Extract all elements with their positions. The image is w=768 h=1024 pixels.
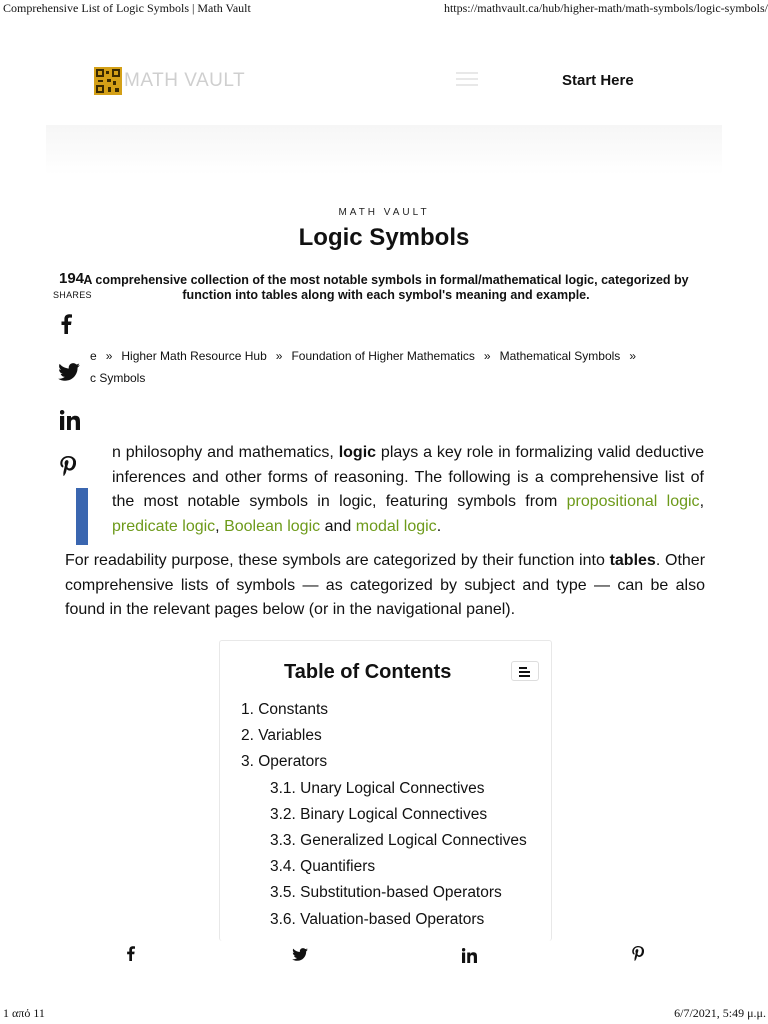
toc-list (241, 697, 527, 933)
toc-item[interactable]: 3.3. Generalized Logical Connectives (270, 832, 527, 850)
toc-title: Table of Contents (284, 661, 452, 683)
intro-bold-logic: logic (338, 444, 377, 461)
toc-item[interactable]: 3.4. Quantifiers (270, 858, 376, 876)
facebook-icon[interactable] (126, 946, 135, 961)
linkedin-icon[interactable] (462, 948, 477, 963)
toc-item[interactable]: 3.1. Unary Logical Connectives (270, 779, 485, 797)
intro-text: n philosophy and mathematics, (112, 444, 334, 461)
logo-mark-icon (94, 67, 122, 95)
linkedin-icon[interactable] (60, 410, 80, 430)
print-header (0, 0, 768, 18)
breadcrumb-math-symbols[interactable]: Mathematical Symbols (499, 349, 621, 363)
site-logo[interactable] (94, 67, 245, 95)
breadcrumb-separator: » (483, 349, 491, 363)
dropcap-letter (76, 488, 88, 545)
facebook-icon[interactable] (60, 314, 72, 334)
link-boolean-logic[interactable]: Boolean logic (224, 517, 321, 535)
site-header (46, 55, 722, 175)
intro-paragraph: n philosophy and mathematics, logic plays a key role in formalizing valid deductive inferences and other forms of reasoning. The following is a comprehensive list of the most notable symbols in logic, featuring symbols from propositional logic, predicate logic, Boolean logic and modal logic. (112, 444, 705, 535)
breadcrumb (90, 345, 690, 389)
breadcrumb-separator: » (275, 349, 283, 363)
share-label: SHARES (53, 290, 92, 300)
page-subtitle: A comprehensive collection of the most notable symbols in formal/mathematical logic, categorized by function into tables along with each symbol's meaning and example. (83, 273, 689, 302)
logo-text: MATH VAULT (124, 70, 246, 91)
toc-toggle-icon[interactable] (511, 661, 539, 681)
toc-item[interactable]: 2. Variables (241, 727, 322, 745)
toc-item[interactable]: 3. Operators (241, 753, 328, 771)
para-text: For readability purpose, these symbols are categorized by their function into (65, 552, 605, 569)
breadcrumb-separator: » (105, 349, 113, 363)
intro-text: plays a key role in formalizing valid deductive inferences and other forms of reasoning. The following is a comprehensive list of the most notable symbols in logic, featuring symbols from (112, 444, 705, 510)
para-text: Other comprehensive lists of symbols — as categorized by subject and type — can be also found in the relevant pages below (or in the navigational panel). (65, 552, 706, 618)
print-footer (0, 1006, 768, 1024)
print-page-number: 1 από 11 (3, 1006, 45, 1020)
para-bold-tables: tables (609, 552, 656, 569)
print-page-url: https://mathvault.ca/hub/higher-math/math-symbols/logic-symbols/ (443, 1, 768, 15)
hamburger-menu-icon[interactable] (456, 72, 478, 86)
readability-paragraph: For readability purpose, these symbols are categorized by their function into tables. Other comprehensive lists of symbols — as categorized by subject and type — can be also found in the relevant pages below (or in the navigational panel). (65, 552, 706, 618)
toc-item[interactable]: 3.5. Substitution-based Operators (270, 884, 502, 902)
toc-item[interactable]: 1. Constants (241, 701, 329, 718)
toc-item[interactable]: 3.2. Binary Logical Connectives (270, 805, 488, 823)
toc-item[interactable]: 3.6. Valuation-based Operators (270, 910, 485, 928)
breadcrumb-current: c Symbols (90, 371, 146, 385)
pinterest-icon[interactable] (60, 456, 76, 476)
link-propositional-logic[interactable]: propositional logic (566, 493, 700, 510)
breadcrumb-higher-math-hub[interactable]: Higher Math Resource Hub (121, 349, 267, 363)
eyebrow-label: MATH VAULT (338, 207, 430, 218)
twitter-icon[interactable] (292, 948, 308, 961)
twitter-icon[interactable] (58, 363, 80, 381)
breadcrumb-foundation[interactable]: Foundation of Higher Mathematics (291, 349, 475, 363)
header-shadow (46, 125, 722, 175)
link-modal-logic[interactable]: modal logic (355, 517, 437, 535)
link-predicate-logic[interactable]: predicate logic (112, 517, 216, 535)
breadcrumb-home[interactable]: e (90, 349, 97, 363)
start-here-link[interactable]: Start Here (562, 72, 634, 89)
breadcrumb-separator: » (629, 349, 636, 363)
print-page-title: Comprehensive List of Logic Symbols | Math Vault (3, 1, 251, 15)
bottom-share-bar (0, 944, 768, 972)
table-of-contents (219, 640, 552, 941)
pinterest-icon[interactable] (632, 946, 644, 961)
share-count: 194 (59, 270, 85, 287)
page-title: Logic Symbols (298, 224, 470, 251)
print-datetime: 6/7/2021, 5:49 μ.μ. (674, 1006, 766, 1020)
intro-text: and (324, 517, 352, 535)
